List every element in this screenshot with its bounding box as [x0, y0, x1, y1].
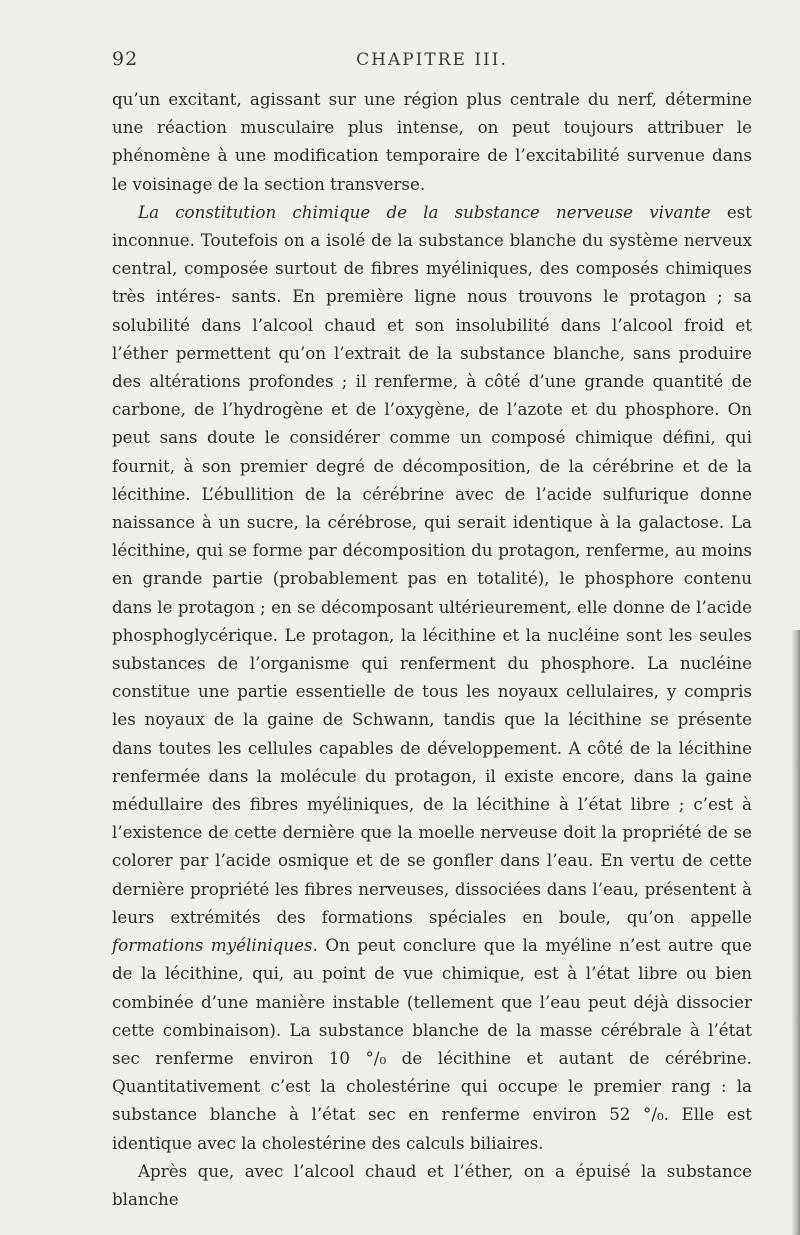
page-number: 92 — [112, 48, 139, 70]
body-text — [112, 85, 752, 1213]
page-edge-shadow — [792, 630, 800, 1235]
text-segment: est inconnue. Toutefois on a isolé de la substance blanche du système nerveux central, composée surtout de fibres myéliniques, des composés chimiques très intéres- sants. En première ligne nous trouvons le protagon ; sa solubilité dans l’alcool chaud et son insolubilité dans l’alcool froid et l’éther permettent qu’on l’extrait de la substance blanche, sans produire des altérations profondes ; il renferme, à côté d’une grande quantité de carbone, de l’hydrogène et de l’oxygène, de l’azote et du phosphore. On peut sans doute le considérer comme un composé chimique défini, qui fournit, à son premier degré de décomposition, de la cérébrine et de la lécithine. L’ébullition de la cérébrine avec de l’acide sulfurique donne naissance à un sucre, la cérébrose, qui serait identique à la galactose. La lécithine, qui se forme par décomposition du protagon, renferme, au moins en grande partie (probablement pas en totalité), le phosphore contenu dans le protagon ; en se décomposant ultérieurement, elle donne de l’acide phosphoglycérique. Le protagon, la lécithine et la nucléine sont les seules substances de l’organisme qui renferment du phosphore. La nucléine constitue une partie essentielle de tous les noyaux cellulaires, y compris les noyaux de la gaine de Schwann, tandis que la lécithine se présente dans toutes les cellules capables de développement. A côté de la lécithine renfermée dans la molécule du protagon, il existe encore, dans la gaine médullaire des fibres myéliniques, de la lécithine à l’état libre ; c’est à l’existence de cette dernière que la moelle nerveuse doit la propriété de se colorer par l’acide osmique et de se gonfler dans l’eau. En vertu de cette dernière propriété les fibres nerveuses, dissociées dans l’eau, présentent à leurs extrémités des formations spéciales en boule, qu’on appelle — [112, 201, 752, 927]
paragraph-1 — [112, 85, 752, 198]
text-segment: Après que, avec l’alcool chaud et l’éther, on a épuisé la substance blanche — [112, 1160, 752, 1209]
italic-phrase: La constitution chimique de la substance nerveuse vivante — [138, 201, 711, 222]
paragraph-2 — [112, 198, 752, 1157]
text-segment: qu’un excitant, agissant sur une région plus centrale du nerf, détermine une réaction musculaire plus intense, on peut toujours attribuer le phénomène à une modification temporaire de l’excitabilité survenue dans le voisinage de la section transverse. — [112, 89, 752, 194]
text-segment: . On peut conclure que la myéline n’est autre que de la lécithine, qui, au point de vue chimique, est à l’état libre ou bien combinée d’une manière instable (tellement que l’eau peut déjà dissocier cette combinaison). La substance blanche de la masse cérébrale à l’état sec renferme environ 10 °/₀ de lécithine et autant de cérébrine. Quantitativement c’est la cholestérine qui occupe le premier rang : la substance blanche à l’état sec en renferme environ 52 °/₀. Elle est identique avec la cholestérine des calculs biliaires. — [112, 935, 752, 1153]
italic-phrase: formations myéliniques — [112, 935, 313, 956]
paragraph-3 — [112, 1157, 752, 1213]
page-header — [112, 48, 752, 78]
running-head: CHAPITRE III. — [356, 50, 508, 70]
